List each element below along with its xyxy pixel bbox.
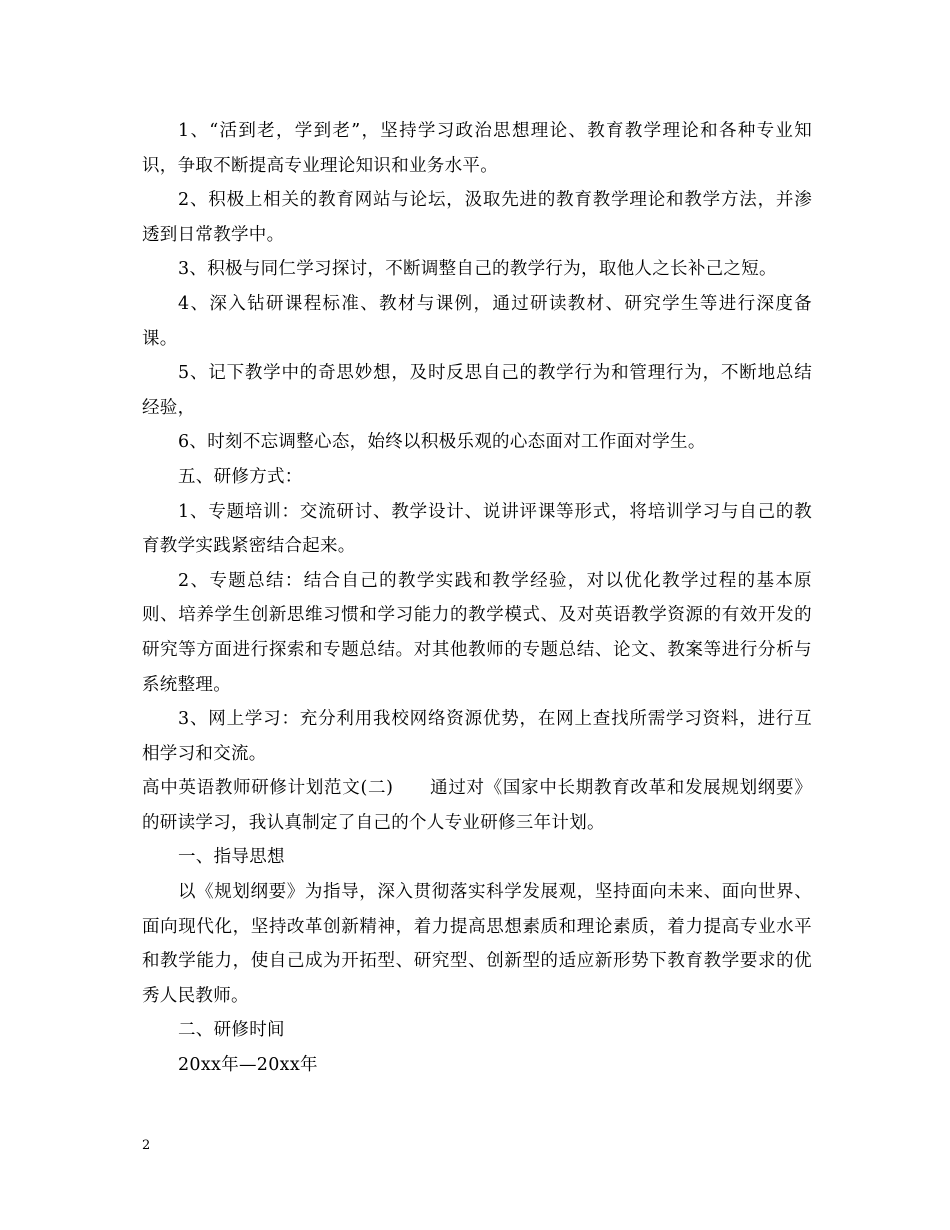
paragraph-3: 3、积极与同仁学习探讨，不断调整自己的教学行为，取他人之长补己之短。 [178,259,777,280]
paragraph-1: 1、“活到老，学到老”，坚持学习政治思想理论、教育教学理论和各种专业知识，争取不断提高专业理论知识和业务水平。 [142,121,812,176]
paragraph-7: 1、专题培训：交流研讨、教学设计、说讲评课等形式，将培训学习与自己的教育教学实践紧密结合起来。 [142,501,812,557]
paragraph-5: 5、记下教学中的奇思妙想，及时反思自己的教学行为和管理行为，不断地总结经验， [142,363,812,418]
paragraph-12: 20xx年—20xx年 [178,1055,318,1076]
section-heading-time: 二、研修时间 [178,1020,285,1041]
document-body [142,114,812,1083]
page-number: 2 [142,1138,151,1153]
section-heading-guiding: 一、指导思想 [178,847,285,868]
paragraph-9: 3、网上学习：充分利用我校网络资源优势，在网上查找所需学习资料，进行互相学习和交流。 [142,709,812,764]
paragraph-2: 2、积极上相关的教育网站与论坛，汲取先进的教育教学理论和教学方法，并渗透到日常教学中。 [142,190,812,245]
section-heading-methods: 五、研修方式： [178,466,303,487]
paragraph-8: 2、专题总结：结合自己的教学实践和教学经验，对以优化教学过程的基本原则、培养学生创新思维习惯和学习能力的教学模式、及对英语教学资源的有效开发的研究等方面进行探索和专题总结。对其他教师的专题总结、论文、教案等进行分析与系统整理。 [142,570,812,695]
paragraph-4: 4、深入钻研课程标准、教材与课例，通过研读教材、研究学生等进行深度备课。 [142,293,812,349]
paragraph-11: 以《规划纲要》为指导，深入贯彻落实科学发展观，坚持面向未来、面向世界、面向现代化，坚持改革创新精神，着力提高思想素质和理论素质，着力提高专业水平和教学能力，使自己成为开拓型、研究型、创新型的适应新形势下教育教学要求的优秀人民教师。 [142,882,812,1006]
paragraph-10: 高中英语教师研修计划范文(二) 通过对《国家中长期教育改革和发展规划纲要》的研读学习，我认真制定了自己的个人专业研修三年计划。 [142,778,812,833]
paragraph-6: 6、时刻不忘调整心态，始终以积极乐观的心态面对工作面对学生。 [178,432,706,453]
